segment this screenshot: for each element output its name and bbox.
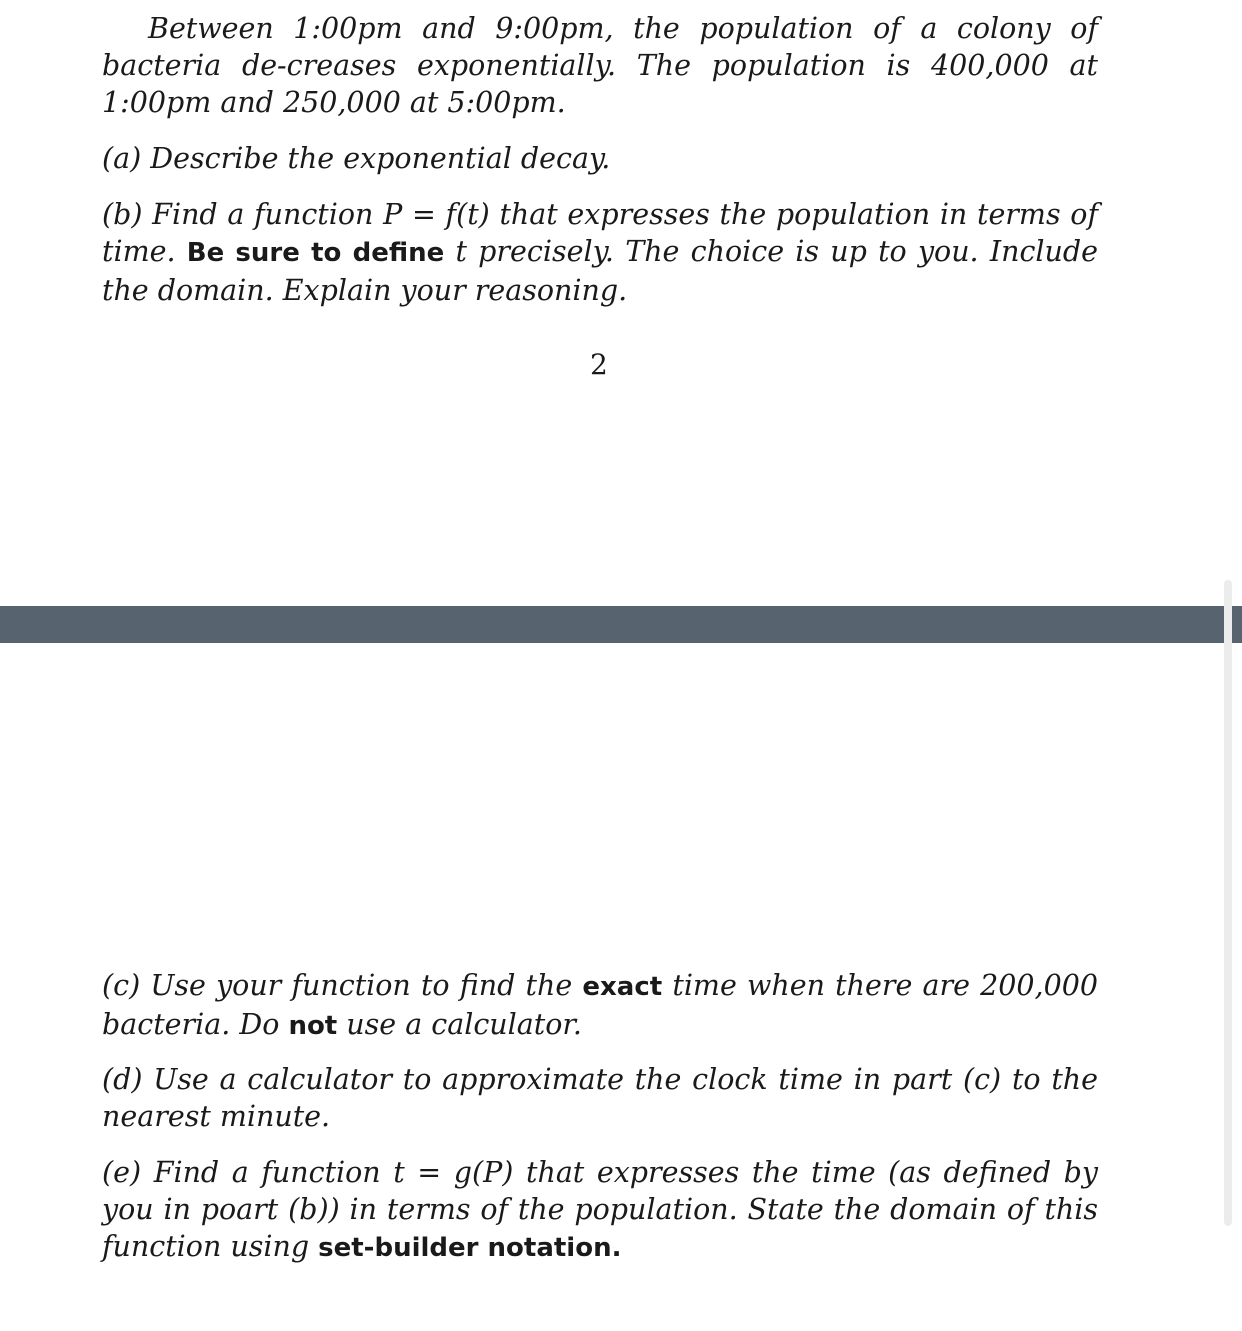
part-c-text-1: (c) Use your function to find the: [102, 969, 583, 1002]
part-c: [102, 967, 1098, 1045]
part-a-text: (a) Describe the exponential decay.: [102, 142, 611, 175]
part-b-bold-instruction: Be sure to define: [186, 238, 445, 268]
part-e: [102, 1154, 1098, 1267]
page-number: 2: [590, 348, 608, 381]
intro-sentence-1: Between 1:00pm and 9:00pm, the population of a colony of bacteria de-creases exponentially.: [102, 12, 1098, 82]
part-b-text-1: (b) Find a function: [102, 198, 384, 231]
problem-intro: [102, 10, 1098, 121]
part-d: [102, 1061, 1098, 1135]
part-c-text-2: time when there are 200,000 bacteria. Do: [102, 969, 1099, 1041]
part-b-function-math: P = f(t): [383, 198, 490, 231]
part-b-text-3: t precisely. The choice is up to you. Include the domain. Explain your reasoning.: [102, 235, 1098, 307]
part-c-text-3: use a calculator.: [337, 1008, 582, 1041]
part-e-bold-set-builder: set-builder notation.: [318, 1233, 622, 1263]
part-c-bold-not: not: [288, 1011, 338, 1041]
part-e-function-math: t = g(P): [393, 1156, 514, 1189]
part-c-bold-exact: exact: [582, 972, 663, 1002]
intro-sentence-2: The population is 400,000 at 1:00pm and 250,000 at 5:00pm.: [102, 49, 1098, 119]
page-separator: [0, 606, 1242, 643]
part-a: [102, 140, 1098, 177]
part-d-text: (d) Use a calculator to approximate the clock time in part (c) to the nearest minute.: [102, 1063, 1098, 1133]
part-b: [102, 196, 1098, 309]
part-e-text-2: that expresses the time (as defined by you in poart (b)) in terms of the population. State the domain of this function using: [102, 1156, 1099, 1263]
scrollbar[interactable]: [1224, 580, 1232, 1226]
part-e-text-1: (e) Find a function: [102, 1156, 394, 1189]
part-b-text-2: that expresses the population in terms of time.: [102, 198, 1098, 268]
